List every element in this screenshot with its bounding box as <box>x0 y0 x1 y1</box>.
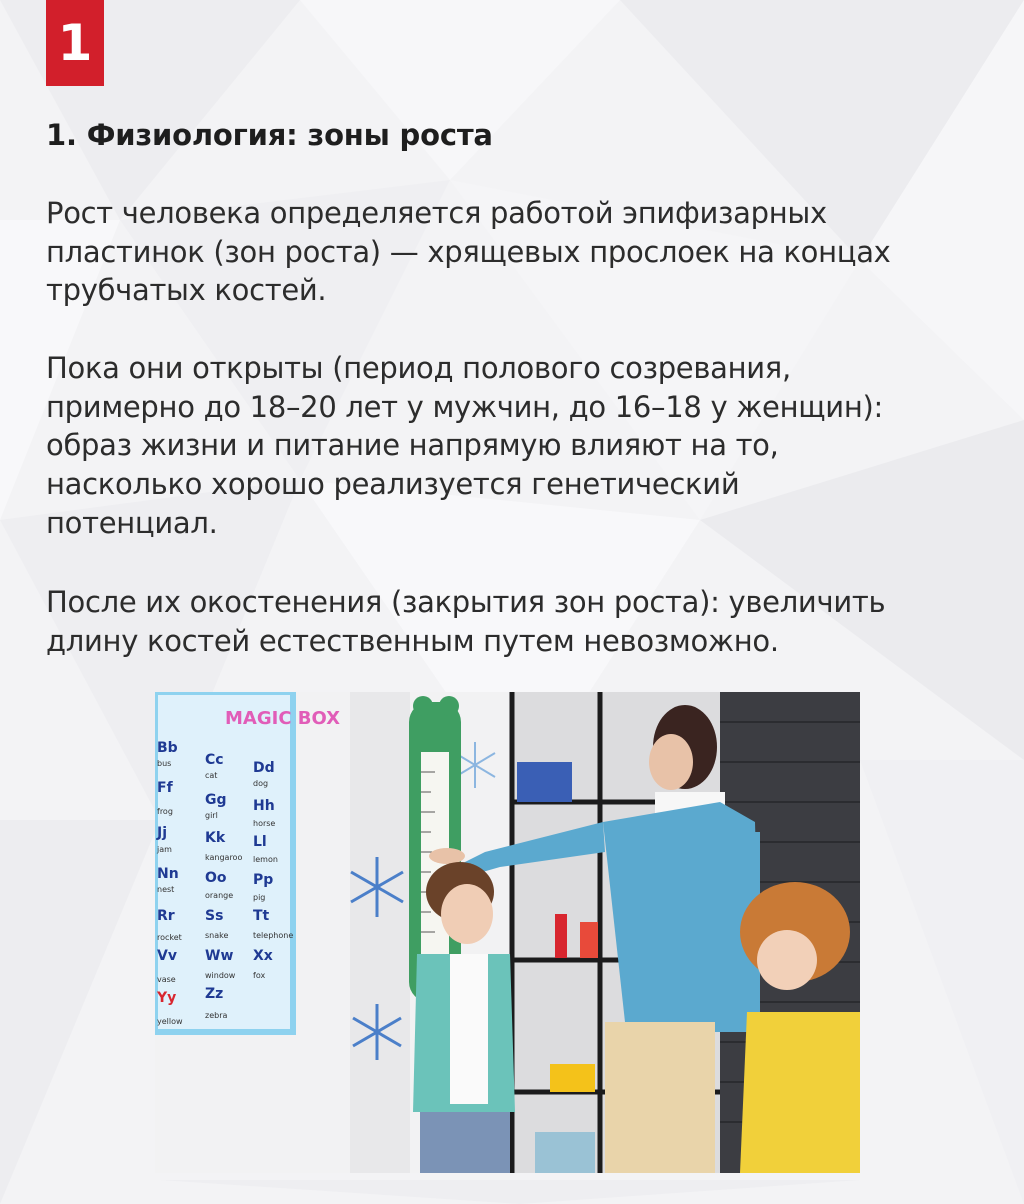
poster-word: jam <box>157 845 172 854</box>
poster-word: zebra <box>205 1011 228 1020</box>
poster-letter: Oo <box>205 870 227 886</box>
poster-letter: Rr <box>157 908 175 924</box>
poster-letter: Yy <box>157 990 177 1006</box>
poster-word: bus <box>157 759 172 768</box>
poster-letter: Cc <box>205 752 224 768</box>
photo-illustration <box>155 692 860 1173</box>
poster-word: lemon <box>253 855 278 864</box>
poster-letter: Bb <box>157 740 178 756</box>
poster-word: orange <box>205 891 234 900</box>
poster-word: horse <box>253 819 276 828</box>
poster-letter: Dd <box>253 760 275 776</box>
poster-word: yellow <box>157 1017 183 1026</box>
poster-letter: Vv <box>157 948 177 964</box>
poster-letter: Ll <box>253 834 267 850</box>
slide-number-badge: 1 <box>46 0 104 86</box>
poster-word: fox <box>253 971 266 980</box>
poster-letter: Xx <box>253 948 273 964</box>
poster-letter: Gg <box>205 792 227 808</box>
poster-word: window <box>205 971 236 980</box>
poster-title: MAGIC BOX <box>225 708 341 729</box>
poster-letter: Ff <box>157 780 173 796</box>
paragraph-after-ossification: После их окостенения (закрытия зон роста): увеличить длину костей естественным путем невозможно. <box>46 585 886 658</box>
poster-letter: Jj <box>157 825 168 841</box>
poster-word: dog <box>253 779 269 788</box>
poster-word: rocket <box>157 933 182 942</box>
poster-word: pig <box>253 893 266 902</box>
poster-letter: Ww <box>205 948 234 964</box>
poster-letter: Hh <box>253 798 275 814</box>
poster-letter: Pp <box>253 872 274 888</box>
paragraph-growth-plates: Рост человека определяется работой эпифизарных пластинок (зон роста) — хрящевых прослоек на концах трубчатых костей. <box>46 196 891 308</box>
poster-word: nest <box>157 885 175 894</box>
poster-letter: Tt <box>253 908 270 924</box>
poster-word: frog <box>157 807 173 816</box>
poster-word: telephone <box>253 931 294 940</box>
poster-letter: Nn <box>157 866 179 882</box>
poster-letter: Ss <box>205 908 224 924</box>
poster-word: cat <box>205 771 218 780</box>
poster-letter: Kk <box>205 830 226 846</box>
poster-word: vase <box>157 975 176 984</box>
height-measurement-photo <box>155 692 860 1173</box>
poster-word: kangaroo <box>205 853 243 862</box>
paragraph-open-zones: Пока они открыты (период полового созревания, примерно до 18–20 лет у мужчин, до 16–18 у женщин): образ жизни и питание напрямую влияют на то, насколько хорошо реализуется генетический потенциал. <box>46 351 883 540</box>
poster-letter: Zz <box>205 986 224 1002</box>
poster-word: girl <box>205 811 218 820</box>
poster-word: snake <box>205 931 229 940</box>
section-heading: 1. Физиология: зоны роста <box>46 118 493 152</box>
